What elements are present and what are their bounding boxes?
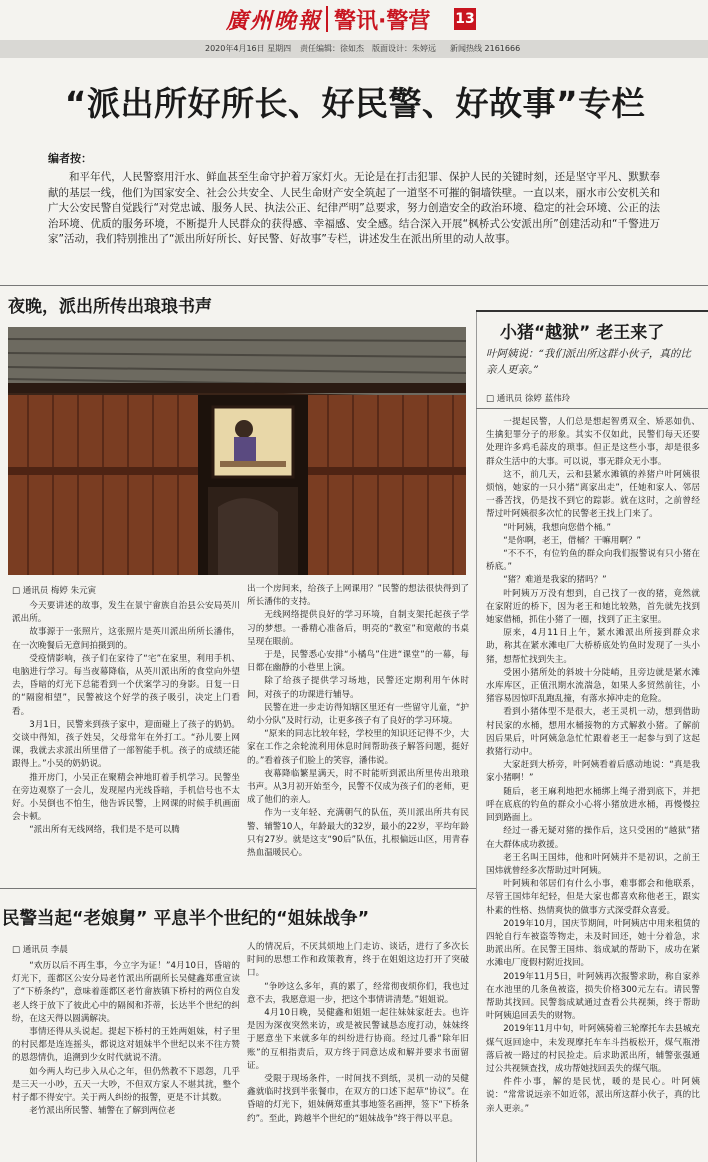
section-name: 警讯·警营 <box>334 9 431 34</box>
paragraph: “原来的同志比较年轻，学校里的知识还记得不少，大家在工作之余轮流利用休息时间帮助孩子解答问题，挺好的。”看着孩子们脸上的笑容，潘伟说。 <box>247 729 469 766</box>
paragraph: 老王名叫王国炜，他和叶阿姨并不是初识，之前王国炜就曾经多次帮助过叶阿姨。 <box>486 852 700 876</box>
paragraph: 2019年11月中旬，叶阿姨骑着三轮摩托车去县城充煤气返回途中，未发现摩托车车斗挡板松开，煤气瓶滑落后被一路过的村民捡走。后求助派出所，辅警张强通过公共视频查找，成功帮她找回丢失的煤气瓶。 <box>486 1024 700 1074</box>
paragraph: 事情还得从头说起。提起下桥村的王姓两姐妹，村子里的村民都是连连摇头，都说这对姐妹半个世纪以来不往方赞的恩怨情仇，追溯到少女时代就说不清。 <box>12 1027 240 1064</box>
paragraph: “不不不，有位钓鱼的群众向我们报警说有只小猪在桥底。” <box>486 549 700 573</box>
paragraph: 叶阿姨和邻居们有什么小事，难事都会和他联系，尽管王国炜年纪轻，但是大家也都喜欢称他老王，跟实朴素的性格、热情爽快的做事方式深受群众喜爱。 <box>486 879 700 916</box>
paragraph: 如今两人均已步入从心之年，但仍然教不下恩怨，几乎是三天一小吵，五天一大吵，不但双方家人不堪其扰，整个村子都不得安宁。关于两人纠纷的报警，更是不计其数。 <box>12 1066 240 1104</box>
paragraph: 受限于现场条件，一时间找不到纸，灵机一动的吴健鑫就临时找到半张餐巾，在双方的口述下起草“协议”。在昏暗的灯光下，姐妹俩郑重其事地签名画押，签下“下桥条约”。至此，跨越半个世纪的“姐妹战争”终于得以平息。 <box>247 1074 469 1124</box>
paragraph: 2019年10月，国庆节期间，叶阿姨店中用来租赁的四轮自行车被盗等物走，未及时回还，她十分着急，求助派出所。在民警王国炜、翁成斌的帮助下，成功在紧水滩电厂度假村附近找回。 <box>486 918 700 969</box>
paragraph: 民警在进一步走访得知辖区里还有一些留守儿童，“护幼小分队”及时行动，让更多孩子有了良好的学习环境。 <box>247 702 469 727</box>
paragraph: 3月1日，民警来到孩子家中，迎面碰上了孩子的奶奶。交谈中得知，孩子姓吴，父母常年在外打工。“孙儿要上网课，我就去求派出所里借了一部智能手机。孩子的成绩还能跟得上。”小吴的奶奶说。 <box>12 719 240 770</box>
paragraph: 于是，民警悉心安排“小橘鸟”住进“课堂”的一幕，每日都在幽静的小巷里上演。 <box>247 650 469 674</box>
page-number-badge: 13 <box>454 8 476 30</box>
story3-byline: □ 通讯员 李晨 <box>12 945 68 955</box>
paragraph: 人的情况后，不厌其烦地上门走访、谈话，进行了多次长时间的思想工作和政策教育，终于在姐姐这边打开了突破口。 <box>247 942 469 979</box>
responsible-editor: 责任编辑：徐如杰 <box>300 44 364 53</box>
paragraph: 2019年11月5日，叶阿姨再次报警求助，称自家养在水池里的几条鱼被盗，损失价格300元左右。请民警帮助其找回。民警翁成斌通过查看公共视频，终于帮助叶阿姨追回丢失的财物。 <box>486 971 700 1022</box>
paragraph: 作为一支年轻、充满朝气的队伍，英川派出所共有民警、辅警10人，年龄最大的32岁，最小的22岁，平均年龄只有27岁。就是这支“90后”队伍，扎根偏远山区，用青春热血温暖民心。 <box>247 808 469 859</box>
newspaper-logo: 廣州晚報 <box>226 8 323 34</box>
news-hotline: 新闻热线 2161666 <box>450 44 521 53</box>
info-bar <box>0 40 708 58</box>
paragraph: “争吵这么多年，真的累了，经常彻夜烦你们，我也过意不去，我愿意退一步，把这个事情讲清楚。”姐姐说。 <box>247 981 469 1005</box>
paragraph: 出一个房间来，给孩子上网课用？”民警的想法很快得到了所长潘伟的支持。 <box>247 584 469 608</box>
paragraph: 原来，4月11日上午，紧水滩派出所接到群众求助，称其在紧水滩电厂大桥桥底处钓鱼时发现了一头小猪，想帮忙找到失主。 <box>486 628 700 665</box>
paragraph: 无线网络提供良好的学习环境，自制支架托起孩子学习的梦想。一番精心准备后，明亮的“教室”和宽敞的书桌呈现在眼前。 <box>247 610 469 647</box>
story2-top-rule <box>476 310 708 312</box>
masthead-divider <box>326 6 328 32</box>
paragraph: “派出所有无线网络，我们是不是可以腾 <box>29 825 180 836</box>
story2-byline: □ 通讯员 徐婷 蓝伟玲 <box>486 394 571 404</box>
story2-column <box>486 416 700 1160</box>
paragraph: 件件小事，解的是民忧，暖的是民心。叶阿姨说：“常常说远亲不如近邻，派出所这群小伙子，真的比亲人更亲。” <box>486 1077 700 1114</box>
paragraph: 大家赶到大桥旁，叶阿姨看着后感动地说：“真是我家小猪啊！” <box>486 760 700 784</box>
paragraph: 经过一番无疑对猪的操作后，这只受困的“越狱”猪在大群体成功救援。 <box>486 826 700 850</box>
paragraph: 夜幕降临繁星满天，时不时能听到派出所里传出琅琅书声。从3月初开始至今，民警不仅成为孩子们的老师，更成了他们的亲人。 <box>247 768 469 806</box>
story1-column-2 <box>247 583 469 880</box>
issue-date: 2020年4月16日 星期四 <box>205 44 292 53</box>
story2-byline-rule <box>476 408 708 409</box>
paragraph: 老竹派出所民警、辅警在了解到两位老 <box>29 1106 176 1117</box>
story1-byline: □ 通讯员 梅婷 朱元寅 <box>12 586 97 596</box>
story3-column-2 <box>247 941 469 1160</box>
paragraph: 随后，老王麻利地把水桶绑上绳子滑到底下，并把呼在底底的钓鱼的群众小心将小猪放进水桶，再慢慢拉回到路面上。 <box>486 786 700 824</box>
paragraph: 今天要讲述的故事，发生在景宁畲族自治县公安局英川派出所。 <box>12 601 240 625</box>
column-separator <box>476 310 477 1162</box>
story3-column-1 <box>12 960 240 1160</box>
story1-column-1 <box>12 600 240 880</box>
story2-quote: 叶阿姨说：“我们派出所这群小伙子，真的比亲人更亲。” <box>486 348 691 376</box>
page-headline: “派出所好所长、好民警、好故事”专栏 <box>64 84 646 123</box>
story3-title: 民警当起“老娘舅” 平息半个世纪的“姐妹战争” <box>2 909 370 929</box>
story-divider <box>0 888 476 889</box>
editor-note-label: 编者按： <box>48 152 92 165</box>
paragraph: 叶阿姨万万没有想到，自己找了一夜的猪，竟然就在家附近的桥下，因为老王和她比较熟，首先就先找到她家借桶，抓住小猪了一圈，找到了正主家里。 <box>486 588 700 626</box>
paragraph: 受疫情影响，孩子们在家待了“宅”在家里，利用手机、电脑进行学习。每当夜幕降临，从英川派出所的食堂向外望去，昏暗的灯光下总能看到一个伏案学习的身影。日复一日的“隔窗相望”，民警被这个好学的孩子吸引，决定上门看看。 <box>12 653 240 717</box>
paragraph: 看到小猪体型不是很大，老王灵机一动，想到借助村民家的水桶，想用水桶接物的方式解救小猪。了解前因后果后，叶阿姨急急忙忙跟着老王一起参与到了这起救猪行动中。 <box>486 707 700 758</box>
photo-illustration <box>8 327 466 575</box>
paragraph: “是你啊，老王，借桶？干嘛用啊？” <box>503 535 641 546</box>
editor-note-text: 和平年代，人民警察用汗水、鲜血甚至生命守护着万家灯火。无论是在打击犯罪、保护人民的关键时刻，还是坚守平凡、默默奉献的基层一线，他们为国家安全、社会公共安全、人民生命财产安全筑起了一道坚不可摧的铜墙铁壁。一直以来，丽水市公安机关和广大公安民警自觉践行“对党忠诚、服务人民、执法公正、纪律严明”总要求，努力创造安全的政治环境、稳定的社会环境、公正的法治环境、优质的服务环境，不断提升人民群众的获得感、幸福感、安全感。结合深入开展“枫桥式公安派出所”创建活动和“千警进万家”活动，我们特别推出了“派出所好所长、好民警、好故事”专栏，讲述发生在派出所里的动人故事。 <box>48 171 660 245</box>
page-designer: 版面设计：朱婷远 <box>372 44 436 53</box>
section-divider <box>0 285 708 286</box>
paragraph: 这不，前几天，云和县紧水滩镇的养猪户叶阿姨很烦恼，她家的一只小猪“离家出走”，任她和家人、邻居一番苦找，仍是找不到它的踪影。就在这时，之前曾经帮过叶阿姨很多次忙的民警老王找上门来了。 <box>486 469 700 520</box>
night-study-photo <box>8 327 466 575</box>
story2-title: 小猪“越狱” 老王来了 <box>500 323 665 343</box>
paragraph: 推开房门，小吴正在聚精会神地盯着手机学习。民警坐在旁边观察了一会儿，发现屋内光线昏暗，手机信号也不太好。小吴倒也不怕生，他告诉民警，上网课的时候手机画面会卡顿。 <box>12 772 240 823</box>
paragraph: “猪？难道是我家的猪吗？” <box>503 575 607 586</box>
paragraph: 除了给孩子提供学习场地，民警还定期利用午休时间，对孩子的功课进行辅导。 <box>247 676 469 700</box>
masthead <box>0 0 708 38</box>
paragraph: 故事源于一张照片，这张照片是英川派出所所长潘伟，在一次晚餐后无意间拍摄到的。 <box>12 627 240 651</box>
paragraph: “叶阿姨，我想向您借个桶。” <box>503 522 611 533</box>
story1-title: 夜晚，派出所传出琅琅书声 <box>8 297 212 317</box>
paragraph: 受困小猪所处的斜坡十分陡峭，且旁边就是紧水滩水库库区，正值汛期水流湍急，如果人多贸然前往，小猪容易因惊吓乱跑乱撞，有落水掉冲走的危险。 <box>486 667 700 705</box>
paragraph: “欢历以后不再生事，今立字为证！”4月10日，昏暗的灯光下，莲都区公安分局老竹派出所副所长吴健鑫郑重宣读了“下桥条约”，意味着莲都区老竹畲族镇下桥村的两位自发老人终于放下了彼此心中的隔阂和芥蒂，长达半个世纪的纠纷，在这天得以圆满解决。 <box>12 961 240 1024</box>
paragraph: 一提起民警，人们总是想起智勇双全、矫恶如仇、生擒犯罪分子的形象。其实不仅如此，民警们每天还要处理许多鸡毛蒜皮的琐事。但正是这些小事，却是很多群众生活中的大事。可以说，事无群众无小事。 <box>486 417 700 467</box>
paragraph: 4月10日晚，吴健鑫和姐姐一起往妹妹家赶去。也许是因为深夜突然来访，或是被民警诚恳态度打动，妹妹终于愿意坐下来就多年的纠纷进行协商。经过几番“除年旧账”的互相指责后，双方终于同意达成和解并要求书面留证。 <box>247 1008 469 1071</box>
